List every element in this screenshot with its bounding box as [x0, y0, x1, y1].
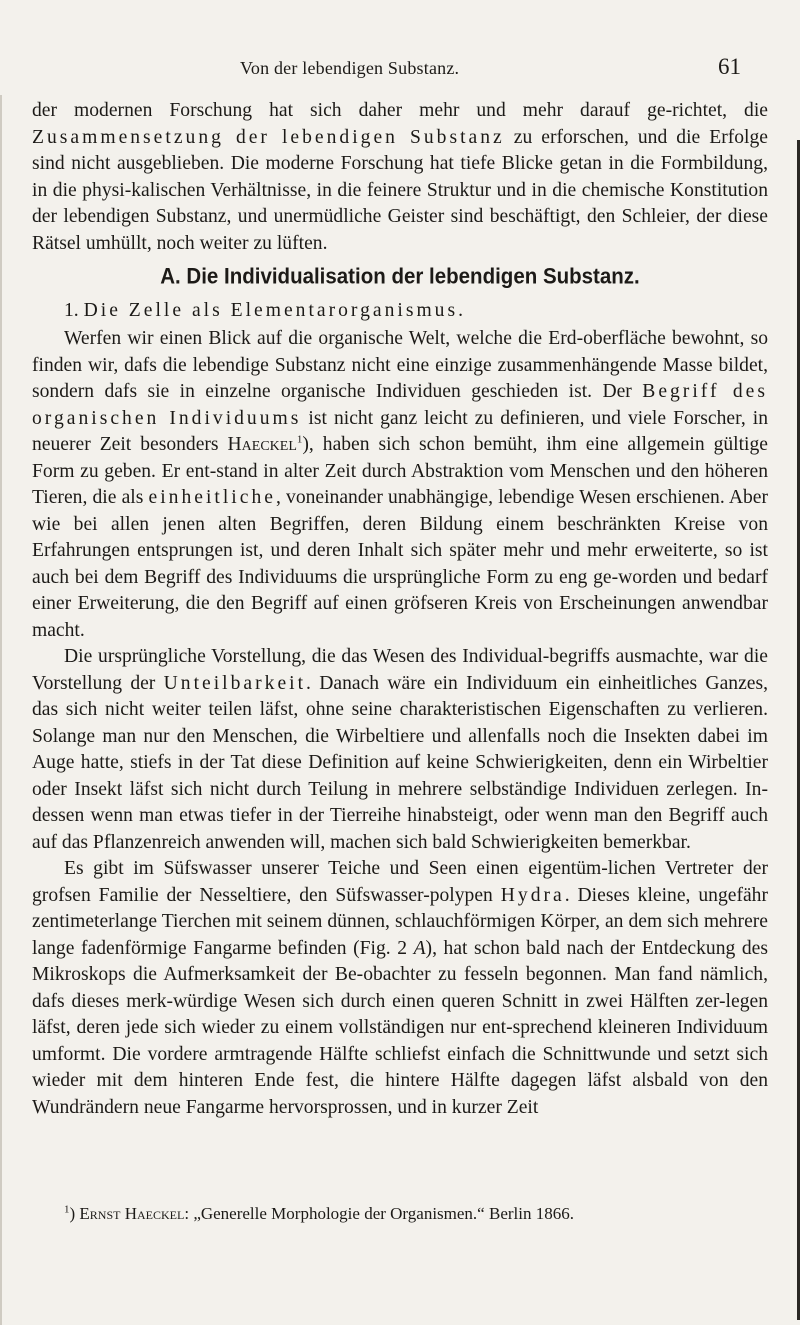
paragraph-unteilbarkeit: Die ursprüngliche Vorstellung, die das Wesen des Individual-begriffs ausmachte, war die Vorstellung der Unteilbarkeit. Danach wäre ein Individuum ein einheitliches Ganzes, das sich nicht weiter teilen läfst, ohne seine charakteristischen Eigenschaften zu verlieren. Solange man nur den Menschen, die Wirbeltiere und allenfalls noch die Insekten dabei im Auge hatte, stiefs in der Tat diese Definition auf keine Schwierigkeiten, denn ein Wirbeltier oder Insekt läfst sich nicht durch Teilung in mehrere selbständige Individuen zerlegen. In-dessen wenn man etwas tiefer in der Tierreihe hinabsteigt, oder wenn man den Begriff auch auf das Pflanzenreich anwenden will, machen sich bald Schwierigkeiten bemerkbar. [32, 646, 768, 853]
footnote-marker: 1 [64, 1203, 70, 1216]
page-number: 61 [718, 54, 741, 79]
page-header [0, 54, 800, 84]
paragraph-hydra: Es gibt im Süfswasser unserer Teiche und Seen einen eigentüm-lichen Vertreter der grofsen Familie der Nesseltiere, den Süfswasser-polypen Hydra. Dieses kleine, ungefähr zentimeterlange Tierchen mit seinem dünnen, schlauchförmigen Körper, an dem sich mehrere lange fadenförmige Fangarme befinden (Fig. 2 A), hat schon bald nach der Entdeckung des Mikroskops die Aufmerksamkeit der Be-obachter zu fesseln begonnen. Man fand nämlich, dafs dieses merk-würdige Wesen sich durch einen queren Schnitt in zwei Hälften zer-legen läfst, deren jede sich wieder zu einem vollständigen nur ent-sprechend kleineren Individuum umformt. Die vordere armtragende Hälfte schliefst einfach die Schnittwunde und setzt sich wieder mit dem hinteren Ende fest, die hintere Hälfte dagegen läfst alsbald von den Wundrändern neue Fangarme hervorsprossen, und in kurzer Zeit [32, 858, 768, 1118]
section-heading-a: A. Die Individualisation der lebendigen Substanz. [160, 264, 640, 289]
spaced-emphasis: Unteilbarkeit [163, 672, 307, 694]
page-edge-left [0, 95, 2, 1325]
footnote-author: Ernst Haeckel [79, 1204, 185, 1223]
subsection-heading [64, 296, 768, 326]
footnote-reference: 1 [296, 433, 303, 446]
main-text [32, 98, 768, 1121]
subsection-title: Die Zelle als Elementarorganismus. [83, 300, 467, 321]
intro-paragraph: der modernen Forschung hat sich daher mehr und mehr darauf ge-richtet, die Zusammensetzung der lebendigen Substanz zu erforschen, und die Erfolge sind nicht ausgeblieben. Die moderne Forschung hat tiefe Blicke getan in die Formbildung, in die physi-kalischen Verhältnisse, in die feinere Struktur und in die chemische Konstitution der lebendigen Substanz, und unermüdliche Geister sind beschäftigt, den Schleier, der diese Rätsel umhüllt, noch weiter zu lüften. [32, 100, 768, 254]
subsection-number: 1. [64, 300, 79, 321]
spaced-emphasis: einheitliche [148, 487, 276, 508]
footnote-text: : „Generelle Morphologie der Organismen.“ Berlin 1866. [184, 1204, 574, 1223]
running-title: Von der lebendigen Substanz. [240, 58, 460, 78]
figure-reference: A [413, 937, 426, 959]
spaced-emphasis: Hydra [500, 884, 565, 906]
spaced-emphasis: Begriff des organischen Individuums [32, 381, 769, 429]
author-name: Haeckel [227, 434, 297, 455]
spaced-emphasis: Zusammensetzung der lebendigen Substanz [32, 126, 505, 148]
paragraph-individuum: Werfen wir einen Blick auf die organische Welt, welche die Erd-oberfläche bewohnt, so finden wir, dafs die lebendige Substanz nicht eine einzige zusammenhängende Masse bildet, sondern dafs sie in einzelne organische Individuen geschieden ist. Der Begriff des organischen Individuums ist nicht ganz leicht zu definieren, und viele Forscher, in neuerer Zeit besonders Haeckel$^1$), haben sich schon bemüht, ihm eine allgemein gültige Form zu geben. Er ent-stand in alter Zeit durch Abstraktion vom Menschen und den höheren Tieren, die als einheitliche, voneinander unabhängige, lebendige Wesen erschienen. Aber wie bei allen jenen alten Begriffen, deren Bildung einem beschränkten Kreise von Erfahrungen entsprungen ist, und deren Inhalt sich später mehr und mehr erweiterte, so ist auch bei dem Begriff des Individuums die ursprüngliche Form zu eng ge-worden und bedarf einer Erweiterung, die den Begriff auf einen gröfseren Kreis von Erscheinungen anwendbar macht. [32, 328, 769, 641]
footnote: $^1$) Ernst Haeckel: „Generelle Morphologie der Organismen.“ Berlin 1866. [64, 1203, 574, 1223]
